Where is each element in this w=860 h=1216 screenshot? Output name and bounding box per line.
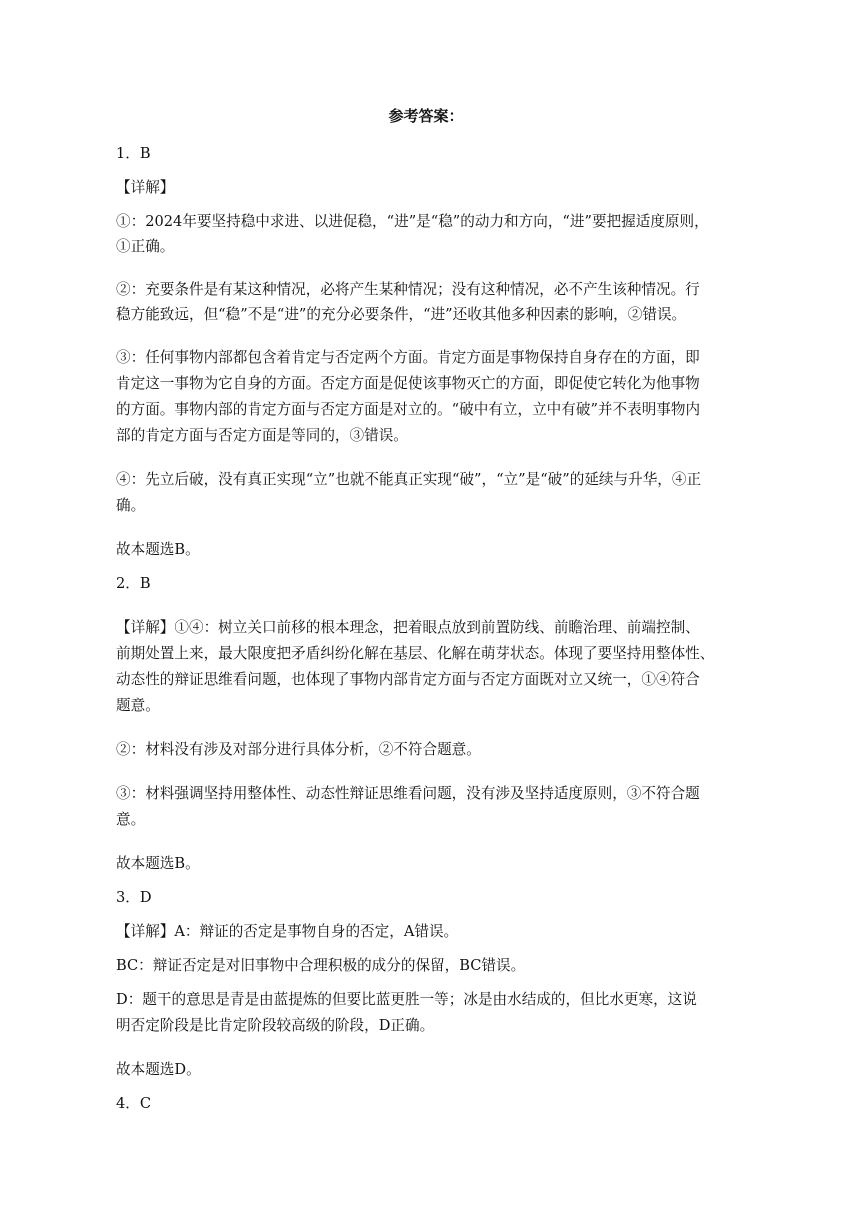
text-line: 前期处置上来，最大限度把矛盾纠纷化解在基层、化解在萌芽状态。体现了要坚持用整体性、 [116, 645, 715, 662]
text-line: 动态性的辩证思维看问题，也体现了事物内部肯定方面与否定方面既对立又统一，①④符合 [116, 671, 700, 688]
question-2-answer: 2．B [116, 575, 151, 592]
text-line: ②：充要条件是有某这种情况，必将产生某种情况；没有这种情况，必不产生该种情况。行 [116, 281, 700, 298]
question-3-answer: 3．D [116, 889, 152, 906]
text-line: 题意。 [116, 697, 160, 714]
text-line: 【详解】A：辩证的否定是事物自身的否定，A错误。 [116, 923, 459, 940]
page-title: 参考答案： [388, 107, 464, 125]
question-4-answer: 4．C [116, 1095, 152, 1112]
text-line: ①：2024年要坚持稳中求进、以进促稳，“进”是“稳”的动力和方向，“进”要把握适度原则， [116, 213, 709, 230]
text-line: 的方面。事物内部的肯定方面与否定方面是对立的。“破中有立，立中有破”并不表明事物内 [116, 401, 701, 418]
text-line: 【详解】①④：树立关口前移的根本理念，把着眼点放到前置防线、前瞻治理、前端控制、 [116, 619, 700, 636]
text-line: 故本题选D。 [116, 1061, 201, 1078]
text-line: ②：材料没有涉及对部分进行具体分析，②不符合题意。 [116, 741, 481, 758]
text-line: ①正确。 [116, 238, 175, 255]
text-line: 确。 [116, 497, 146, 514]
text-line: 故本题选B。 [116, 541, 200, 558]
text-line: ③：材料强调坚持用整体性、动态性辩证思维看问题，没有涉及坚持适度原则，③不符合题 [116, 785, 700, 802]
text-line: 肯定这一事物为它自身的方面。否定方面是促使该事物灭亡的方面，即促使它转化为他事物 [116, 375, 700, 392]
text-line: ③：任何事物内部都包含着肯定与否定两个方面。肯定方面是事物保持自身存在的方面，即 [116, 349, 700, 366]
text-line: 【详解】 [116, 179, 175, 196]
text-line: 稳方能致远，但“稳”不是“进”的充分必要条件，“进”还收其他多种因素的影响，②错误。 [116, 306, 687, 323]
text-line: 明否定阶段是比肯定阶段较高级的阶段，D正确。 [116, 1017, 435, 1034]
answer-page [116, 0, 736, 1216]
text-line: 意。 [116, 811, 146, 828]
text-line: BC：辩证否定是对旧事物中合理积极的成分的保留，BC错误。 [116, 957, 526, 974]
text-line: D：题干的意思是青是由蓝提炼的但要比蓝更胜一等；冰是由水结成的，但比水更寒，这说 [116, 991, 697, 1008]
text-line: ④：先立后破，没有真正实现“立”也就不能真正实现“破”，“立”是“破”的延续与升华，④正 [116, 471, 702, 488]
text-line: 部的肯定方面与否定方面是等同的，③错误。 [116, 427, 408, 444]
question-1-answer: 1．B [116, 145, 151, 162]
text-line: 故本题选B。 [116, 855, 200, 872]
